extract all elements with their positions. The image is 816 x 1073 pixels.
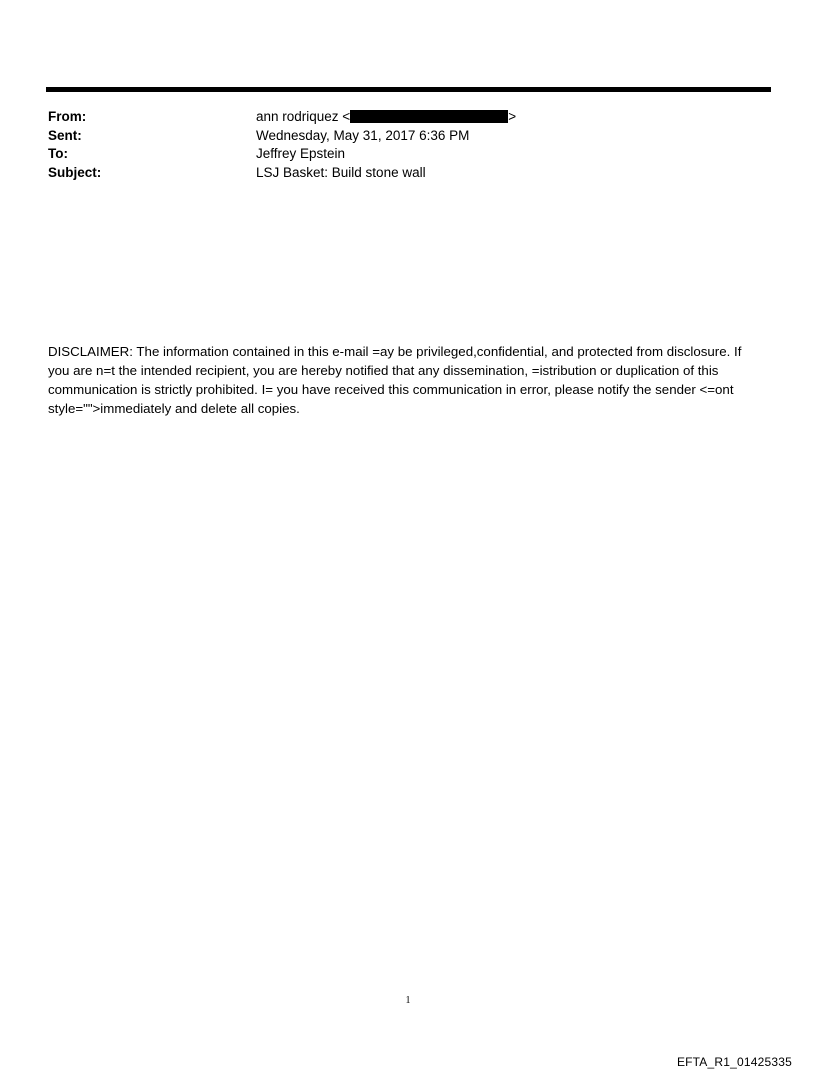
subject-value: LSJ Basket: Build stone wall [256, 164, 426, 180]
from-row [48, 108, 768, 127]
sent-value: Wednesday, May 31, 2017 6:36 PM [256, 127, 470, 143]
from-value [256, 108, 768, 127]
sent-row [48, 127, 768, 146]
email-header [48, 108, 768, 182]
to-label: To: [48, 146, 68, 161]
sent-label: Sent: [48, 127, 82, 143]
bates-number: EFTA_R1_01425335 [676, 1055, 792, 1069]
from-label: From: [48, 109, 87, 124]
to-row [48, 145, 768, 164]
sender-close-bracket: > [508, 109, 517, 124]
sender-name: ann rodriquez < [256, 109, 351, 124]
to-value: Jeffrey Epstein [256, 146, 346, 161]
disclaimer-text: DISCLAIMER: The information contained in this e-mail =ay be privileged,confidential, and protected from disclosure. If you are n=t the intended recipient, you are hereby notified that any dissemination, =istribution or duplication of this communication is strictly prohibited. I= you have received this communication in error, please notify the sender <=ont style="">immediately and delete all copies. [48, 344, 742, 416]
subject-label: Subject: [48, 164, 102, 180]
subject-row [48, 164, 768, 183]
page-number: 1 [405, 995, 411, 1006]
header-divider [46, 87, 771, 92]
redacted-email-address [350, 110, 508, 123]
